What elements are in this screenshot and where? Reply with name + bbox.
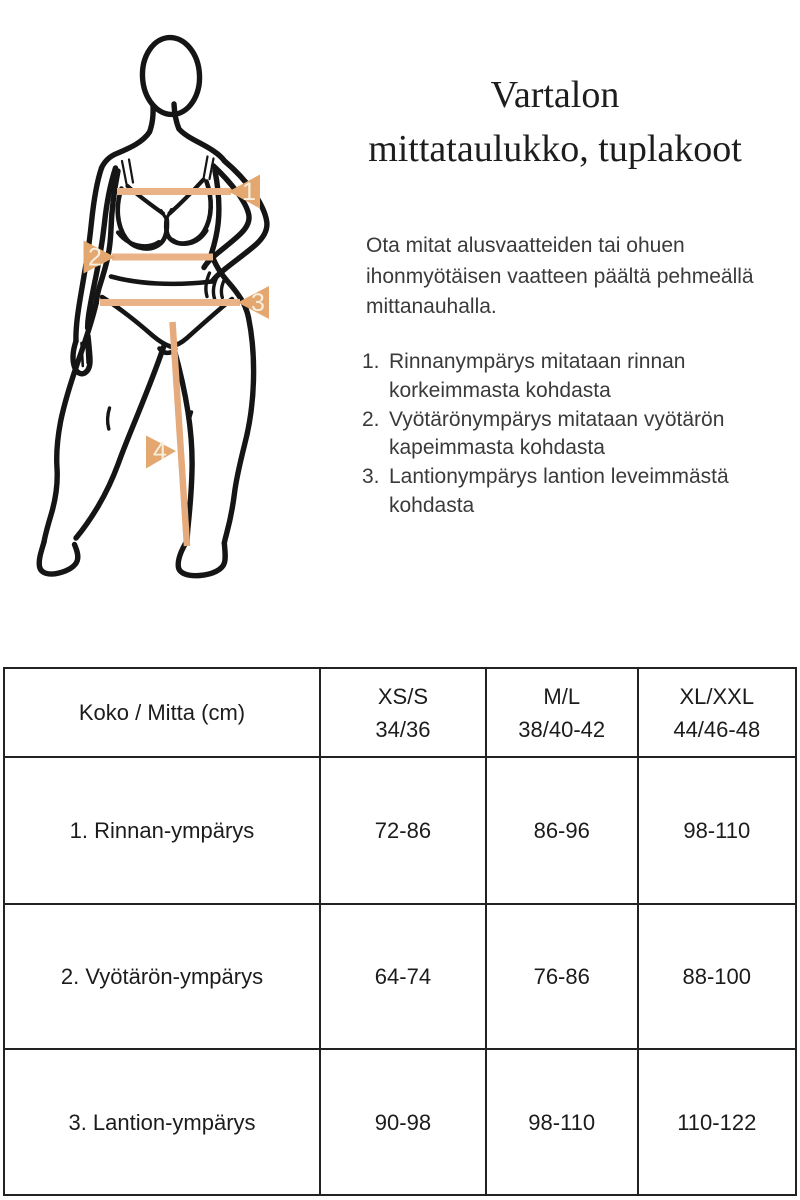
inseam-marker-number: 4	[153, 437, 167, 466]
bra-strap-left	[129, 160, 133, 183]
size-eu-range: 34/36	[375, 716, 431, 742]
bra-strap-left	[122, 161, 127, 184]
left-knee-crease	[108, 408, 110, 429]
row-hip-value-xs-s: 90-98	[321, 1050, 487, 1194]
instruction-text: Vyötärönympärys mitataan vyötärön kapeimmasta kohdasta	[389, 407, 725, 460]
right-hand-finger-line	[221, 279, 225, 298]
row-waist-value-xl-xxl: 88-100	[639, 905, 795, 1050]
instruction-item	[362, 348, 792, 406]
instruction-number: 2.	[362, 407, 380, 431]
hip-marker-number: 3	[251, 289, 265, 317]
panties-waistband-line	[111, 277, 212, 284]
bust-marker-number: 1	[242, 178, 256, 206]
size-eu-range: 38/40-42	[518, 716, 606, 742]
row-hip-label: 3. Lantion-ympärys	[5, 1050, 321, 1194]
body-measurement-illustration	[0, 0, 370, 630]
neck-left-shoulder-line	[102, 106, 154, 168]
instruction-text: Lantionympärys lantion leveimmästä kohdasta	[389, 465, 729, 517]
instruction-text: Rinnanympärys mitataan rinnan korkeimmasta kohdasta	[389, 350, 686, 402]
body-figure-svg	[0, 0, 370, 630]
waist-marker-number: 2	[88, 243, 102, 272]
table-header-size-m-l	[487, 669, 639, 758]
page-title	[318, 68, 792, 176]
instruction-number: 1.	[362, 350, 380, 373]
row-bust-value-xl-xxl: 98-110	[639, 758, 795, 905]
size-name: XL/XXL	[679, 683, 755, 709]
panties-right-leg-line	[171, 299, 233, 347]
bra-strap-right	[204, 157, 208, 178]
left-foot-outline	[39, 542, 78, 574]
head-outline	[141, 36, 202, 116]
size-name: M/L	[543, 683, 581, 709]
instruction-number: 3.	[362, 465, 380, 489]
inseam-measure-line	[173, 322, 188, 546]
table-header-label	[5, 669, 321, 758]
row-hip-value-m-l: 98-110	[487, 1050, 639, 1194]
right-leg-outer-line	[224, 318, 253, 544]
instruction-item	[362, 406, 792, 464]
right-hand-finger-line	[206, 273, 210, 297]
size-eu-range: 44/46-48	[673, 716, 761, 742]
row-bust-value-xs-s: 72-86	[321, 758, 487, 905]
table-header-size-xl-xxl	[639, 669, 795, 758]
row-waist-value-m-l: 76-86	[487, 905, 639, 1050]
instruction-item	[362, 463, 792, 521]
left-leg-outer-line	[44, 303, 96, 542]
table-header-label-text: Koko / Mitta (cm)	[78, 700, 246, 725]
measuring-intro-text: Ota mitat alusvaatteiden tai ohuen ihonmyötäisen vaatteen päältä pehmeällä mittanauhalla.	[366, 234, 754, 318]
page-title-line1: Vartalon	[490, 74, 620, 116]
bra-outline	[118, 157, 214, 249]
row-bust-value-m-l: 86-96	[487, 758, 639, 905]
row-bust-label: 1. Rinnan-ympärys	[5, 758, 321, 905]
row-hip-value-xl-xxl: 110-122	[677, 1109, 757, 1135]
row-waist-value-xs-s: 64-74	[321, 905, 487, 1050]
size-name: XS/S	[377, 683, 429, 709]
size-measurement-table	[3, 667, 797, 1196]
bra-cup-top-right	[170, 180, 204, 214]
row-waist-label: 2. Vyötärön-ympärys	[5, 905, 321, 1050]
measuring-instructions-list	[362, 348, 792, 521]
page-title-line2: mittataulukko, tuplakoot	[368, 128, 742, 170]
table-header-size-xs-s	[321, 669, 487, 758]
